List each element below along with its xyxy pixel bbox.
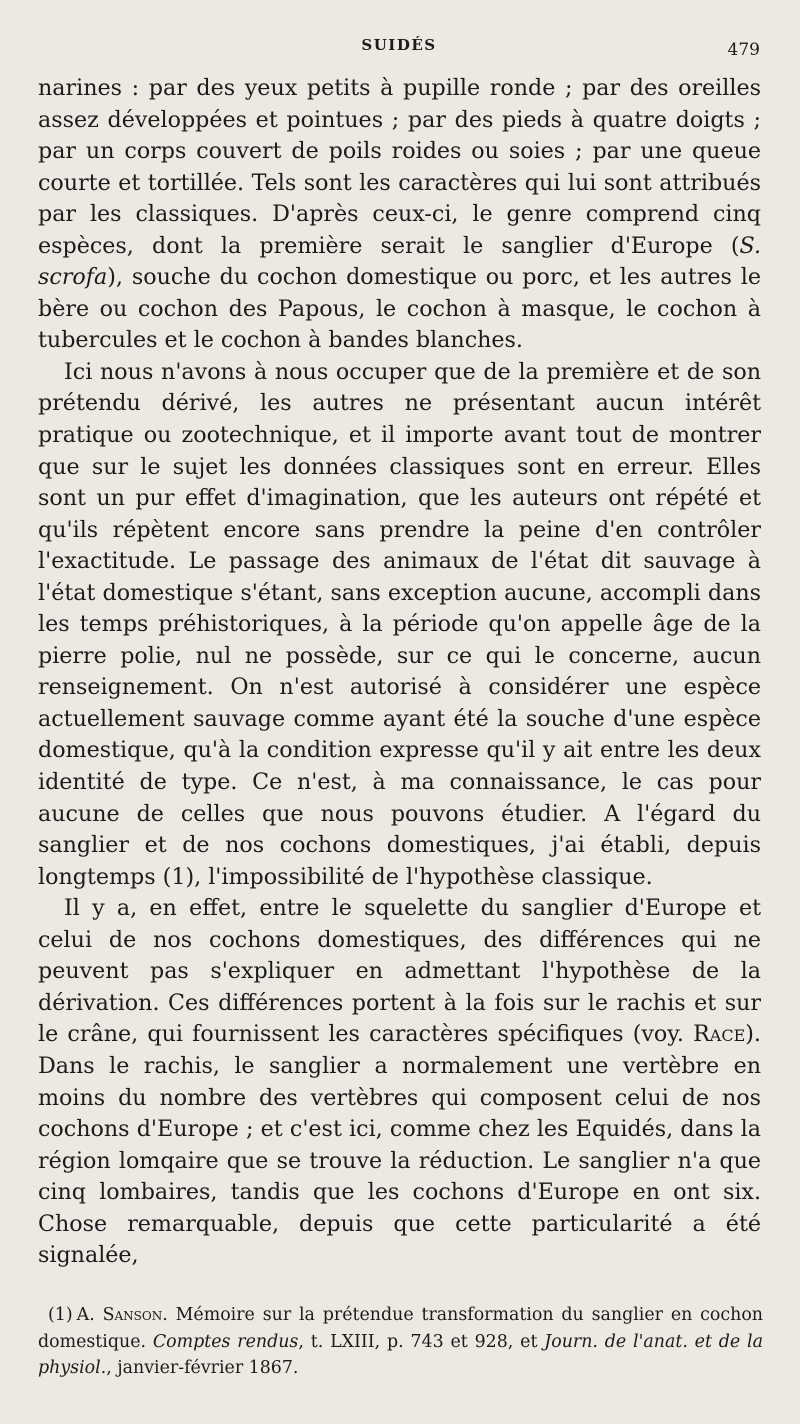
footnote: [38, 1302, 763, 1382]
footnote-journal-2: Journ. de l'anat. et de la physiol.: [38, 1331, 763, 1378]
footnote-journal-1: Comptes rendus: [152, 1331, 299, 1352]
footnote-author-initial: A.: [76, 1305, 103, 1325]
species-name: S. scrofa: [38, 232, 761, 291]
footnote-marker: (1): [48, 1305, 73, 1325]
paragraph-1: [38, 73, 761, 357]
paragraph-1-text-end: ), souche du cochon domestique ou porc, et les autres le bère ou cochon des Papous, le cochon à masque, le cochon à tubercules et le cochon à bandes blanches.: [38, 264, 761, 354]
paragraph-3: [38, 893, 761, 1272]
paragraph-2: Ici nous n'avons à nous occuper que de la première et de son prétendu dérivé, les autres ne présentant aucun intérêt pratique ou zootechnique, et il importe avant tout de montrer que sur le sujet les données classiques sont en erreur. Elles sont un pur effet d'imagination, que les auteurs ont répété et qu'ils répètent encore sans prendre la peine d'en contrôler l'exactitude. Le passage des animaux de l'état dit sauvage à l'état domestique s'étant, sans exception aucune, accompli dans les temps préhistoriques, à la période qu'on appelle âge de la pierre polie, nul ne possède, sur ce qui le concerne, aucun renseignement. On n'est autorisé à considérer une espèce actuellement sauvage comme ayant été la souche d'une espèce domestique, qu'à la condition expresse qu'il y ait entre les deux identité de type. Ce n'est, à ma connaissance, le cas pour aucune de celles que nous pouvons étudier. A l'égard du sanglier et de nos cochons domestiques, j'ai établi, depuis longtemps (1), l'impossibilité de l'hypothèse classique.: [38, 358, 761, 890]
paragraph-1-text: narines : par des yeux petits à pupille ronde ; par des oreilles assez développées et pointues ; par des pieds à quatre doigts ; par un corps couvert de poils roides ou soies ; par une queue courte et tortillée. Tels sont les caractères qui lui sont attribués par les classiques. D'après ceux-ci, le genre comprend cinq espèces, dont la première serait le sanglier d'Europe (: [38, 75, 761, 259]
footnote-title: . Mémoire sur la prétendue transformation du sanglier en cochon domestique.: [38, 1305, 763, 1352]
paragraph-3-text: Il y a, en effet, entre le squelette du sanglier d'Europe et celui de nos cochons domestiques, des différences qui ne peuvent pas s'expliquer en admettant l'hypothèse de la dérivation. Ces différences portent à la fois sur le rachis et sur le crâne, qui fournissent les caractères spécifiques (voy.: [38, 895, 761, 1048]
page-number: 479: [727, 40, 760, 60]
footnote-reference-1: , t. LXIII, p. 743 et 928, et: [298, 1331, 545, 1352]
footnote-text: [38, 1302, 763, 1382]
footnote-author: Sanson: [102, 1305, 163, 1325]
running-head: SUIDÉS: [361, 36, 437, 54]
paragraph-3-text-end: ). Dans le rachis, le sanglier a normalement une vertèbre en moins du nombre des vertèbres qui composent celui de nos cochons d'Europe ; et c'est ici, comme chez les Equidés, dans la région lomqaire que se trouve la réduction. Le sanglier n'a que cinq lombaires, tandis que les cochons d'Europe en ont six. Chose remarquable, depuis que cette particularité a été signalée,: [38, 1021, 761, 1269]
footnote-reference-2: , janvier-février 1867.: [106, 1358, 299, 1378]
page-header: [38, 34, 760, 64]
body-text: [38, 73, 761, 1272]
cross-reference: Race: [693, 1021, 746, 1048]
